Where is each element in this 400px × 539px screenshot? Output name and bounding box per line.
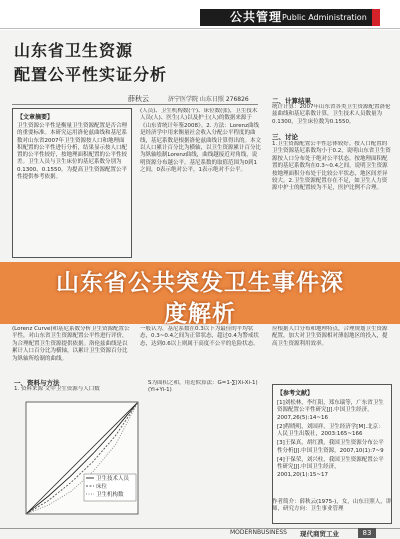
reference-item: [1]刘松林，李红阳，郑东瑞等，广东省卫生资源配置公平性研究[J].中国卫生经济，2007,26(5):14~16 xyxy=(277,400,384,421)
references-heading: 【参考文献】 xyxy=(277,390,314,397)
article-title-line-1: 山东省卫生资源 xyxy=(14,41,134,60)
page-number: 83 xyxy=(358,528,376,538)
header-section-subtitle: Public Administration xyxy=(282,13,367,22)
article-affiliation: 济宁医学院 山东日照 276826 xyxy=(168,96,249,103)
footer-magazine-cn: 现代商贸工业 xyxy=(300,530,339,538)
abstract-text: 卫生资源公平性是衡量卫生资源配置是否合理的重要标准。本研究运用洛伦兹曲线和基尼系数对山东省2007年卫生资源按人口和地理面积配置的公平性进行分析，结果显示按人口配置的公平性较好，按地理面积配置的公平性较差。卫生人员与卫生床位的基尼系数分别为0.1300、0.1550。为提高卫生资源配置公平性提供参考依据。 xyxy=(17,123,128,181)
overlay-title-line-2: 度解析 xyxy=(164,301,236,327)
overlay-title-line-1: 山东省公共突发卫生事件深 xyxy=(56,270,344,296)
legend-label: 卫生机构数 xyxy=(96,492,124,498)
author-info-label: 作者简介： xyxy=(272,499,300,505)
title-divider xyxy=(12,104,258,105)
section-3-text-cont: 应根据人口分布和地理特点，合理规划卫生资源配置，加大对卫生资源相对薄弱地区的投入，提高卫生资源利用效率。 xyxy=(272,326,388,347)
section-1-subheading: 1. 资料来源 文中卫生资源与人口数 xyxy=(14,386,100,392)
section-3-text: 1.卫生资源配置公平性总体较好。按人口配置的卫生资源基尼系数均小于0.2，说明山东省卫生资源按人口分布处于绝对公平状态。按地理面积配置的基尼系数均在0.3~0.4之间，说明卫生资源按地理面积分布处于比较公平状态，地区间差异较大。2.卫生资源配置存在不足，如卫生人力资源中护士的配置较为不足，医护比例不合理。 xyxy=(272,141,391,192)
abstract-heading: 【文章摘要】 xyxy=(17,114,54,121)
footer-magazine-name: MODERNBUSINESS xyxy=(230,529,287,536)
lorenz-curve-chart xyxy=(18,392,143,524)
author-info xyxy=(272,499,392,513)
article-author: 薛秋云 xyxy=(128,95,149,103)
left-column-text: (Lorenz Curve)和基尼系数分析卫生资源配置公平性，对山东省卫生资源配置公平性进行评价，为合理配置卫生资源提供依据。洛伦兹曲线是以累计人口百分比为横轴，以累计卫生资源百分比为纵轴所绘制的曲线。 xyxy=(12,326,130,362)
section-2-text: 统计计算：2007年山东省各类卫生资源配置洛伦兹曲线和基尼系数计算，卫生技术人员数量为0.1300，卫生床位数为0.1550。 xyxy=(272,104,391,125)
header-divider xyxy=(0,28,400,29)
section-1-heading: 一、资料与方法 xyxy=(14,379,60,387)
page-header xyxy=(0,0,400,30)
section-2-heading: 二、计算结果 xyxy=(272,97,311,105)
article-title-line-2: 配置公平性实证分析 xyxy=(14,65,168,84)
middle-column-text-2: 一般认为，基尼系数在0.3以下为最佳的平均状态，0.3~0.4之间为正常状态，超过0.4为警戒状态，达到0.6以上则属于高度不公平的危险状态。 xyxy=(140,326,259,347)
legend-label: 卫生技术人员 xyxy=(96,476,130,482)
section-3-heading: 三、讨论 xyxy=(272,133,298,141)
middle-column-text: (人员)、卫生机构数(个)、床位数(张)，卫生技术人员(人)、医生(人)以及护士(人)的数据来源于《山东省统计年鉴2008》。2. 方法：Lorenz曲线是经济学中用来衡量社会收入分配公平程度的曲线，基尼系数是根据洛伦兹曲线计算得出的。本文以人口累计百分比为横轴，以卫生资源累计百分比为纵轴绘制Lorenz曲线，曲线越接近对角线，说明资源分布越公平。基尼系数的取值范围为0到1之间，0表示绝对公平，1表示绝对不公平。 xyxy=(140,108,262,174)
header-section-title: 公共管理 xyxy=(230,10,283,24)
legend-label: 床位 xyxy=(96,484,108,490)
reference-item: [4]于保荣，刘兴柱，我国卫生资源配置公平性研究[J].中国卫生经济，2001,20(1):15~17 xyxy=(277,457,384,478)
author-info-text: 薛秋云(1975-)，女，山东日照人，讲师，研究方向：卫生事业管理 xyxy=(272,499,392,512)
reference-item: [2]程晓明，刘国祥，卫生经济学[M].北京：人民卫生出版社，2003:165~166 xyxy=(277,423,384,438)
reference-item: [3]王保真，胡红濮，我国卫生资源分布公平性分析[J].中国卫生资源，2007,10(1):7~9 xyxy=(277,440,384,454)
header-accent-square xyxy=(372,9,380,26)
abstract-box xyxy=(12,108,132,258)
footer-divider xyxy=(0,528,400,529)
formula-text: S为面积之和，用近似算法：G=1-∑(Xi-Xi-1)(Yi+Yi-1) xyxy=(148,380,258,394)
